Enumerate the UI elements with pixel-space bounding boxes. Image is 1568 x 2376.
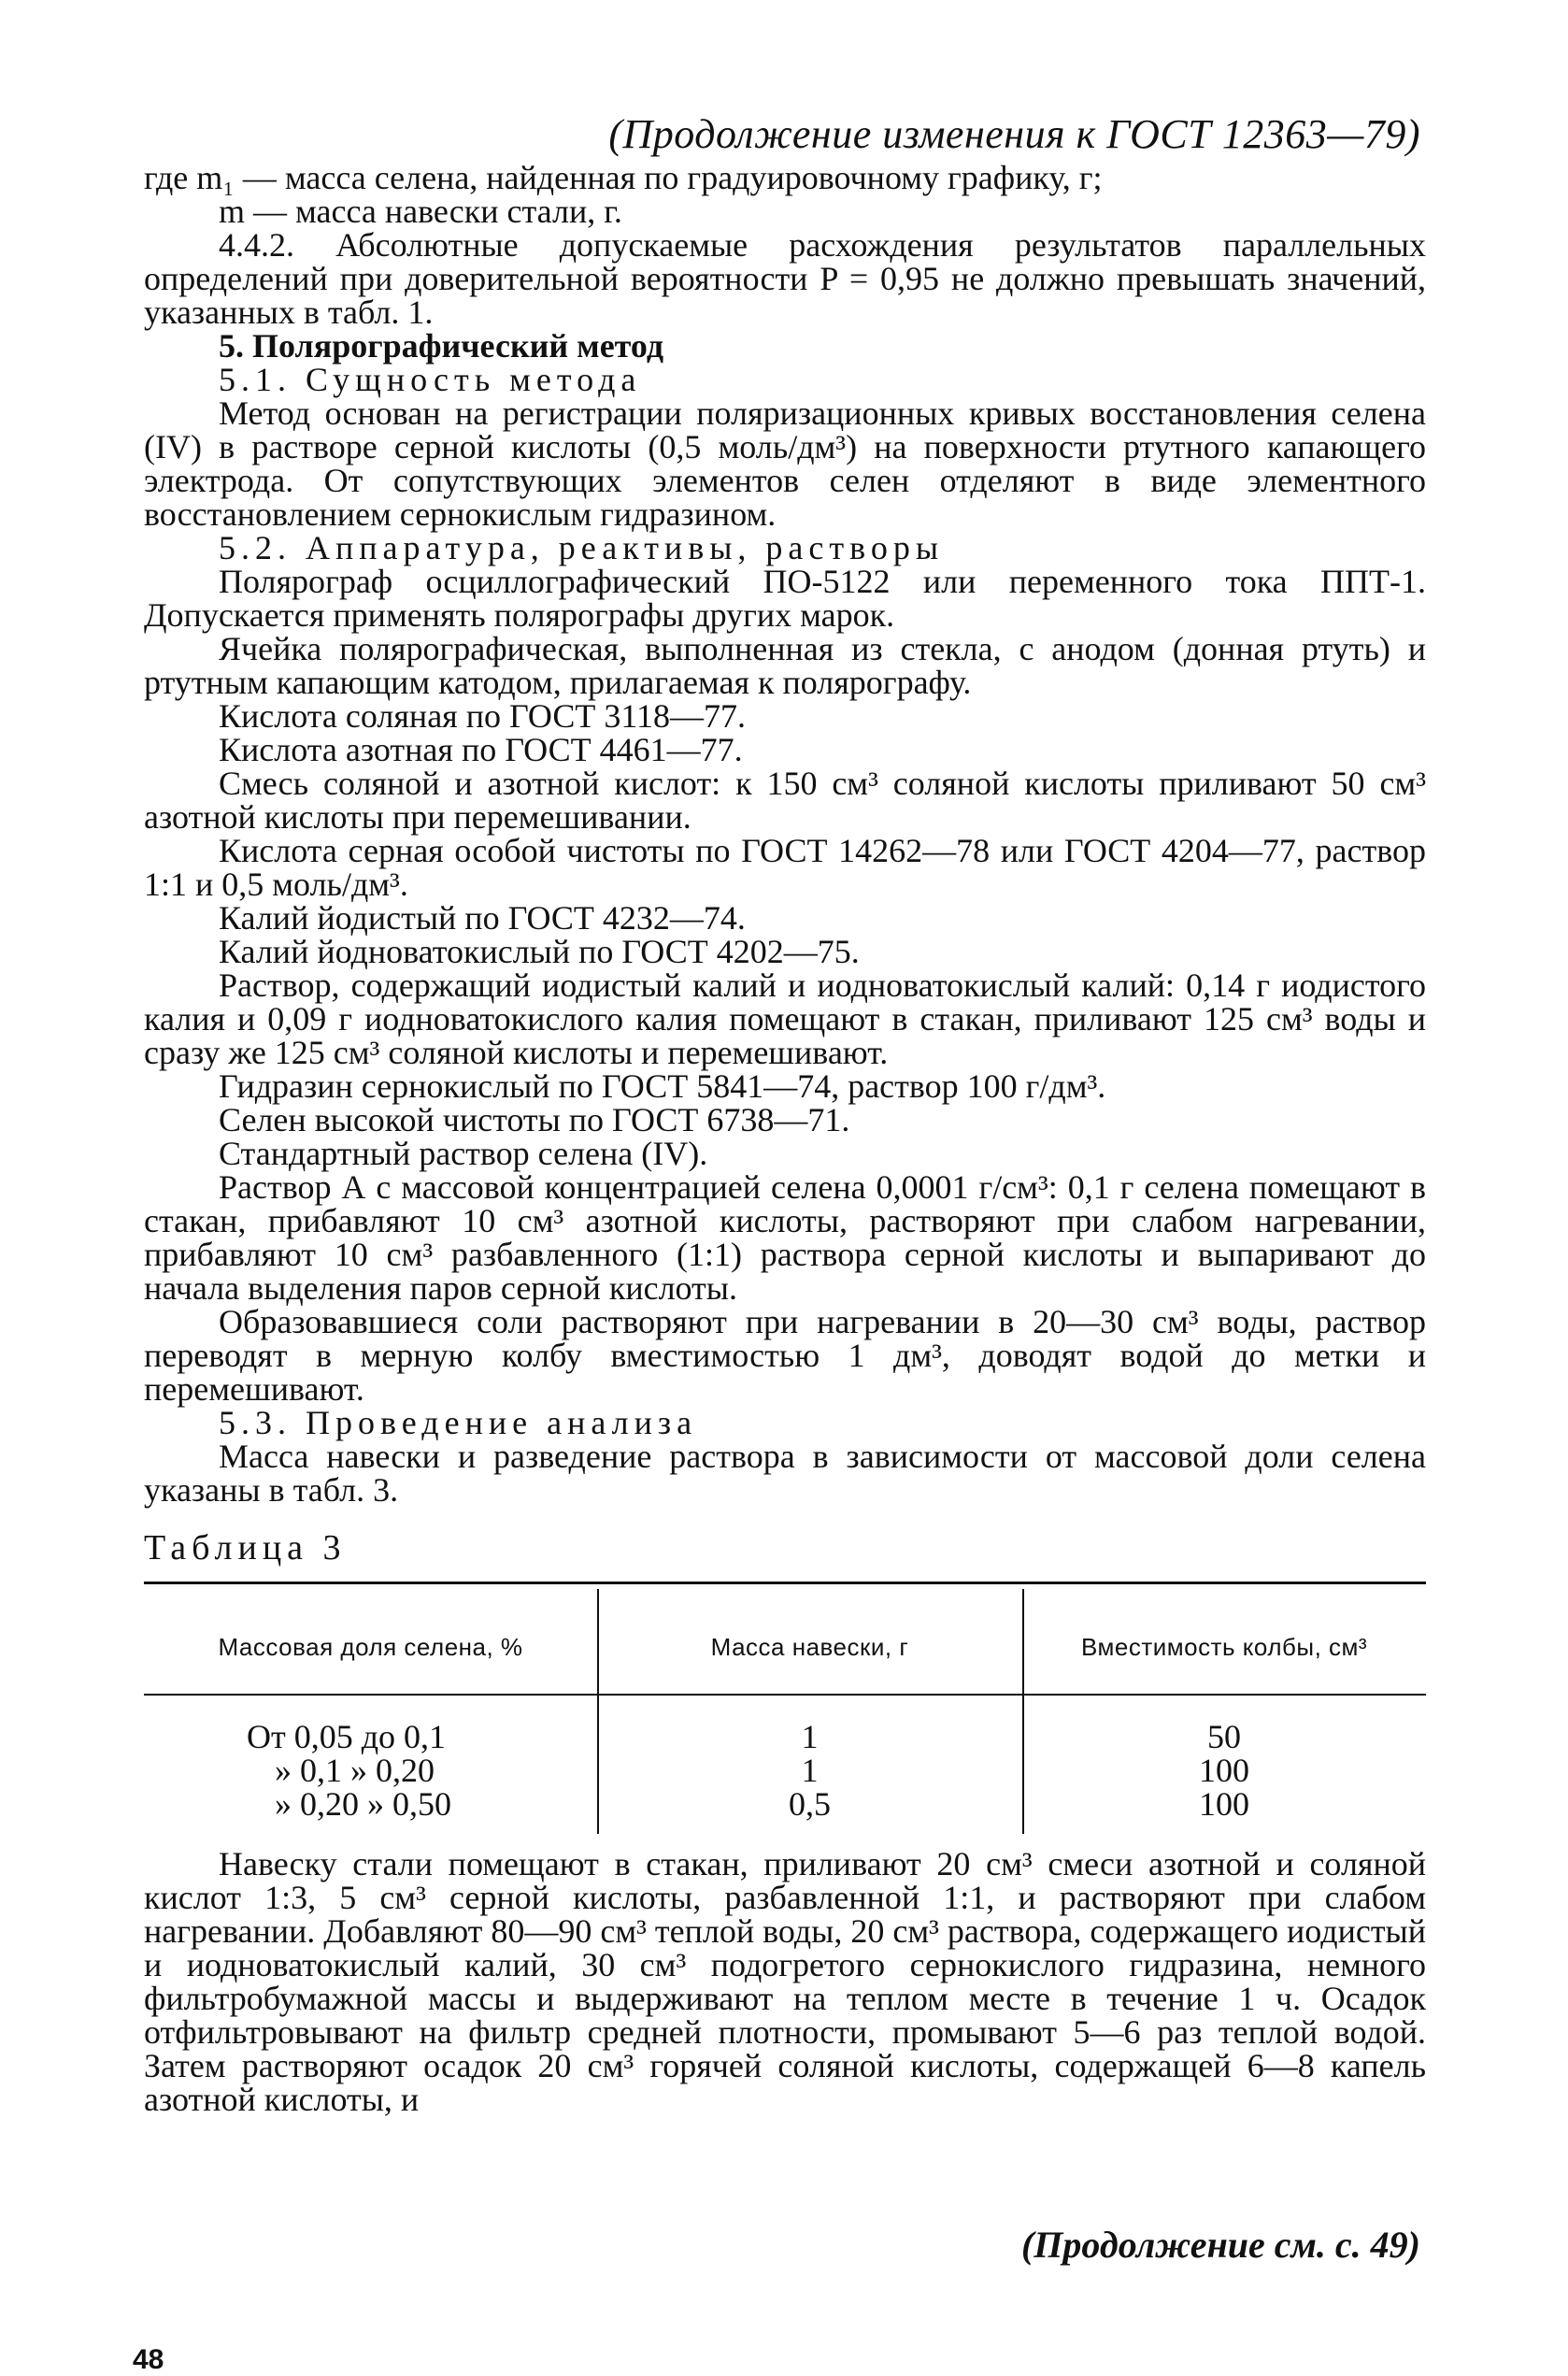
header-continuation-note: (Продолжение изменения к ГОСТ 12363—79) [608,111,1420,157]
paragraph: Ячейка полярографическая, выполненная из стекла, с анодом (донная ртуть) и ртутным капающим катодом, прилагаемая к полярографу. [144,630,1426,701]
table-cell: 0,5 [789,1785,831,1823]
paragraph: Калий йодистый по ГОСТ 4232—74. [219,899,746,937]
table-header-cell: Вместимость колбы, см³ [1080,1633,1368,1661]
subsection-heading: 5.2. Аппаратура, реактивы, растворы [219,529,945,566]
paragraph: Гидразин сернокислый по ГОСТ 5841—74, раствор 100 г/дм³. [219,1067,1106,1105]
paragraph: Полярограф осциллографический ПО-5122 или переменного тока ППТ-1. Допускается применять полярографы других марок. [144,563,1426,634]
subsection-heading: 5.1. Сущность метода [219,361,642,398]
footer-continuation-note: (Продолжение см. с. 49) [1020,2224,1420,2266]
paragraph: Стандартный раствор селена (IV). [219,1135,708,1172]
paragraph: Метод основан на регистрации поляризационных кривых восстановления селена (IV) в растворе серной кислоты (0,5 моль/дм³) на поверхности ртутного капающего электрода. От сопутствующих элементов селен отделяют в виде элементного восстановлением сернокислым гидразином. [144,394,1426,533]
table-cell: 1 [801,1718,819,1755]
paragraph: Кислота азотная по ГОСТ 4461—77. [219,731,743,768]
paragraph: Селен высокой чистоты по ГОСТ 6738—71. [219,1101,850,1138]
table-3 [144,1582,1426,1834]
page-number: 48 [133,2344,164,2375]
section-heading: 5. Полярографический метод [219,327,664,365]
paragraph: Раствор А с массовой концентрацией селена 0,0001 г/см³: 0,1 г селена помещают в стакан, прибавляют 10 см³ азотной кислоты, растворяют при слабом нагревании, прибавляют 10 см³ разбавленного (1:1) раствора серной кислоты и выпаривают до начала выделения паров серной кислоты. [144,1168,1426,1307]
table-cell: » 0,20 » 0,50 [275,1785,451,1823]
paragraph: Кислота серная особой чистоты по ГОСТ 14262—78 или ГОСТ 4204—77, раствор 1:1 и 0,5 моль/дм³. [144,832,1426,903]
paragraph: где m₁ — масса селена, найденная по градуировочному графику, г; [144,159,1103,196]
paragraph: m — масса навески стали, г. [219,193,622,230]
table-cell: 100 [1199,1752,1249,1789]
table-cell: 100 [1199,1785,1249,1823]
subsection-heading: 5.3. Проведение анализа [219,1404,698,1441]
table-header-cell: Массовая доля селена, % [218,1633,523,1661]
table-cell: » 0,1 » 0,20 [275,1752,435,1789]
body-text [144,161,1426,2116]
table-top-rule [144,1582,1426,1584]
paragraph: Образовавшиеся соли растворяют при нагревании в 20—30 см³ воды, раствор переводят в мерную колбу вместимостью 1 дм³, доводят водой до метки и перемешивают. [144,1303,1426,1408]
paragraph: Кислота соляная по ГОСТ 3118—77. [219,697,747,735]
table-cell: 50 [1207,1718,1241,1755]
table-cell: От 0,05 до 0,1 [247,1718,447,1755]
paragraph: 4.4.2. Абсолютные допускаемые расхождения результатов параллельных определений при доверительной вероятности P = 0,95 не должно превышать значений, указанных в табл. 1. [144,226,1426,331]
paragraph: Калий йодноватокислый по ГОСТ 4202—75. [219,933,860,970]
paragraph: Раствор, содержащий иодистый калий и иодноватокислый калий: 0,14 г иодистого калия и 0,09 г иодноватокислого калия помещают в стакан, приливают 125 см³ воды и сразу же 125 см³ соляной кислоты и перемешивают. [144,966,1426,1071]
paragraph: Навеску стали помещают в стакан, приливают 20 см³ смеси азотной и соляной кислот 1:3, 5 см³ серной кислоты, разбавленной 1:1, и растворяют при слабом нагревании. Добавляют 80—90 см³ теплой воды, 20 см³ раствора, содержащего иодистый и иодноватокислый калий, 30 см³ подогретого сернокислого гидразина, немного фильтробумажной массы и выдерживают на теплом месте в течение 1 ч. Осадок отфильтровывают на фильтр средней плотности, промывают 5—6 раз теплой водой. Затем растворяют осадок 20 см³ горячей соляной кислоты, содержащей 6—8 капель азотной кислоты, и [144,1845,1426,2118]
table-header-rule [144,1694,1426,1696]
table-header-cell: Масса навески, г [710,1633,909,1661]
paragraph: Смесь соляной и азотной кислот: к 150 см³ соляной кислоты приливают 50 см³ азотной кислоты при перемешивании. [144,765,1426,836]
table-caption: Таблица 3 [144,1528,347,1567]
paragraph: Масса навески и разведение раствора в зависимости от массовой доли селена указаны в табл. 3. [144,1438,1426,1509]
table-cell: 1 [801,1752,819,1789]
